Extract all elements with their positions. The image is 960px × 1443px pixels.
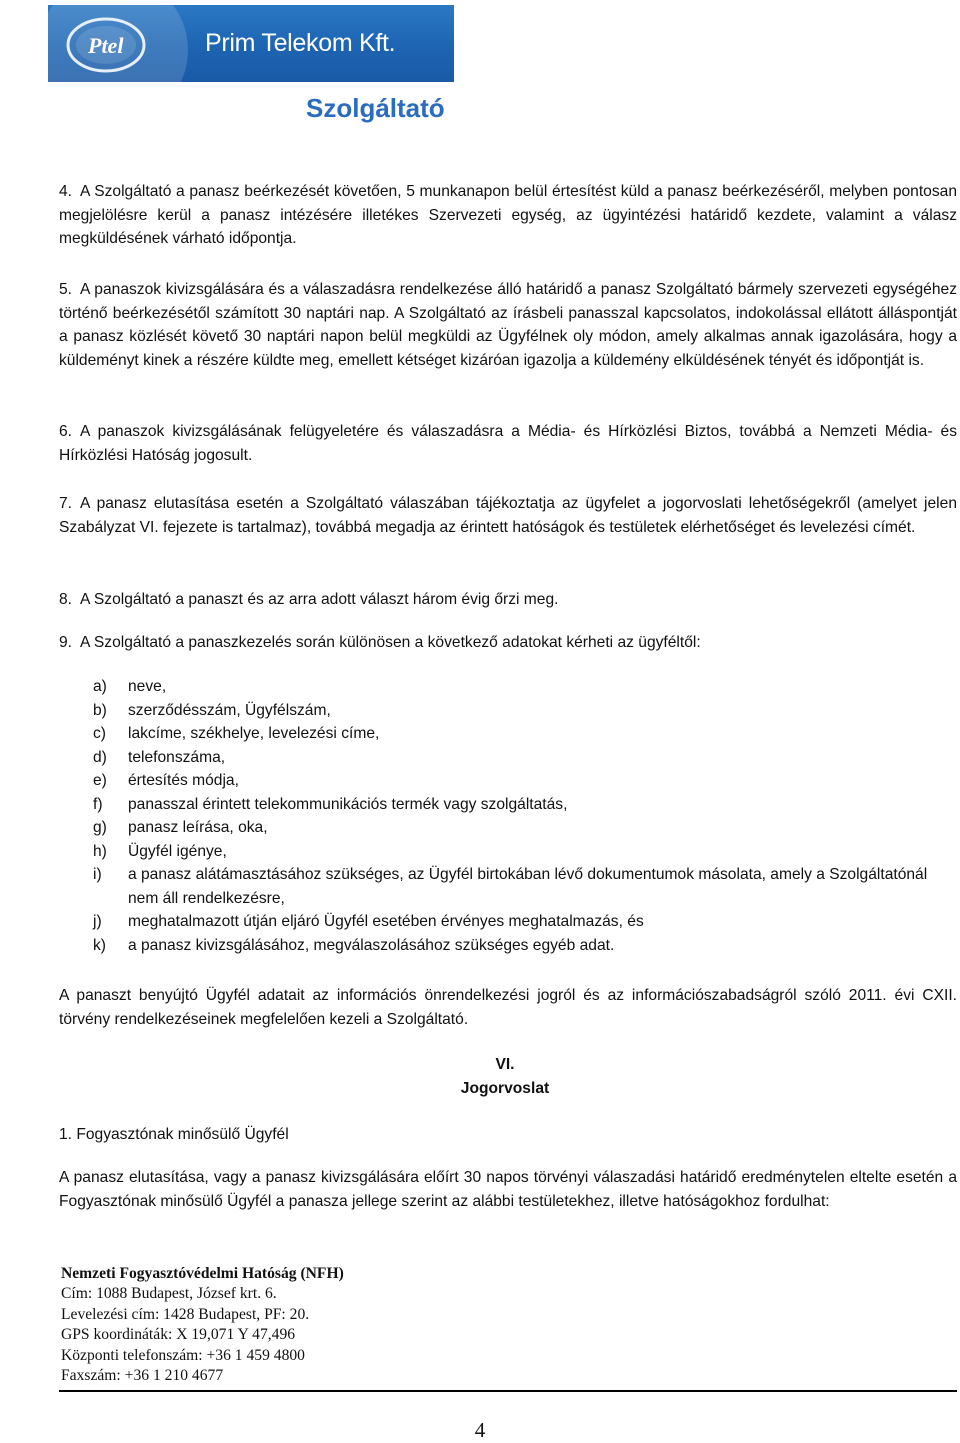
footer-divider [59,1390,957,1392]
paragraph-8: 8. A Szolgáltató a panaszt és az arra adott választ három évig őrzi meg. [59,591,559,608]
authority-phone: Központi telefonszám: +36 1 459 4800 [61,1346,305,1364]
authority-fax: Faxszám: +36 1 210 4677 [61,1367,224,1385]
authority-gps: GPS koordináták: X 19,071 Y 47,496 [61,1326,296,1344]
paragraph-5: 5. A panaszok kivizsgálására és a válaszadásra rendelkezése álló határidő a panasz Szolgáltató bármely szervezeti egységéhez történő beérkezésétől számított 30 naptári nap. A Szolgáltató az írásbeli panasszal kapcsolatos, indokolással ellátott álláspontját a panasz közlését követő 30 naptári napon belül megküldi az Ügyfélnek oly módon, amely alkalmas annak igazolására, hogy a küldeményt kinek a részére küldte meg, emellett kétséget kizáróan igazolja a küldemény elküldésének tényét és időpontját is. [59,281,957,369]
section-title: Szolgáltató [306,93,445,123]
list-item: i) a panasz alátámasztásához szükséges, az Ügyfél birtokában lévő dokumentumok másolata, amely a Szolgáltatónál nem áll rendelkezésre, [93,866,928,907]
paragraph-9: 9. A Szolgáltató a panaszkezelés során különösen a következő adatokat kérheti az ügyféltől: [59,634,701,651]
chapter-intro: A panasz elutasítása, vagy a panasz kivizsgálására előírt 30 napos törvényi válaszadási határidő eredménytelen eltelte esetén a Fogyasztónak minősülő Ügyfél a panasza jellege szerint az alábbi testületekhez, illetve hatóságokhoz fordulhat: [59,1169,957,1210]
list-item: c) lakcíme, székhelye, levelezési címe, [93,725,380,742]
company-logo-icon [58,11,168,77]
list-item: e) értesítés módja, [93,772,239,789]
closing-paragraph: A panaszt benyújtó Ügyfél adatait az információs önrendelkezési jogról és az információszabadságról szóló 2011. évi CXII. törvény rendelkezéseinek megfelelően kezeli a Szolgáltató. [59,987,957,1028]
list-item: a) neve, [93,678,167,695]
list-item: b) szerződésszám, Ügyfélszám, [93,701,331,719]
authority-contact [61,1264,344,1386]
list-item: j) meghatalmazott útján eljáró Ügyfél esetében érvényes meghatalmazás, és [93,913,644,930]
paragraph-6: 6. A panaszok kivizsgálásának felügyeletére és válaszadásra a Média- és Hírközlési Biztos, továbbá a Nemzeti Média- és Hírközlési Hatóság jogosult. [59,423,957,464]
subsection-heading: 1. Fogyasztónak minősülő Ügyfél [59,1126,289,1143]
list-item: h) Ügyfél igénye, [93,842,227,860]
list-item: d) telefonszáma, [93,748,226,766]
authority-address: Cím: 1088 Budapest, József krt. 6. [61,1285,277,1303]
logo-text: Ptel [88,33,124,58]
list-item: f) panasszal érintett telekommunikációs termék vagy szolgáltatás, [93,795,568,813]
requested-data-list [93,675,953,957]
chapter-number: VI. [495,1056,515,1073]
authority-postal: Levelezési cím: 1428 Budapest, PF: 20. [61,1305,310,1323]
company-name: Prim Telekom Kft. [205,29,396,57]
page-number: 4 [474,1418,486,1442]
list-item: k) a panasz kivizsgálásához, megválaszolásához szükséges egyéb adat. [93,936,615,954]
list-item: g) panasz leírása, oka, [93,819,268,836]
header-banner [48,5,454,82]
paragraph-7: 7. A panasz elutasítása esetén a Szolgáltató válaszában tájékoztatja az ügyfelet a jogorvoslati lehetőségekről (amelyet jelen Szabályzat VI. fejezete is tartalmaz), továbbá megadja az érintett hatóságok és testületek elérhetőséget és levelezési címét. [59,495,957,536]
chapter-title: Jogorvoslat [460,1080,550,1097]
authority-name: Nemzeti Fogyasztóvédelmi Hatóság (NFH) [61,1265,344,1282]
paragraph-4: 4. A Szolgáltató a panasz beérkezését követően, 5 munkanapon belül értesítést küld a panasz beérkezéséről, melyben pontosan megjelölésre kerül a panasz intézésére illetékes Szervezeti egység, az ügyintézési határidő kezdete, valamint a válasz megküldésének várható időpontja. [59,183,957,247]
